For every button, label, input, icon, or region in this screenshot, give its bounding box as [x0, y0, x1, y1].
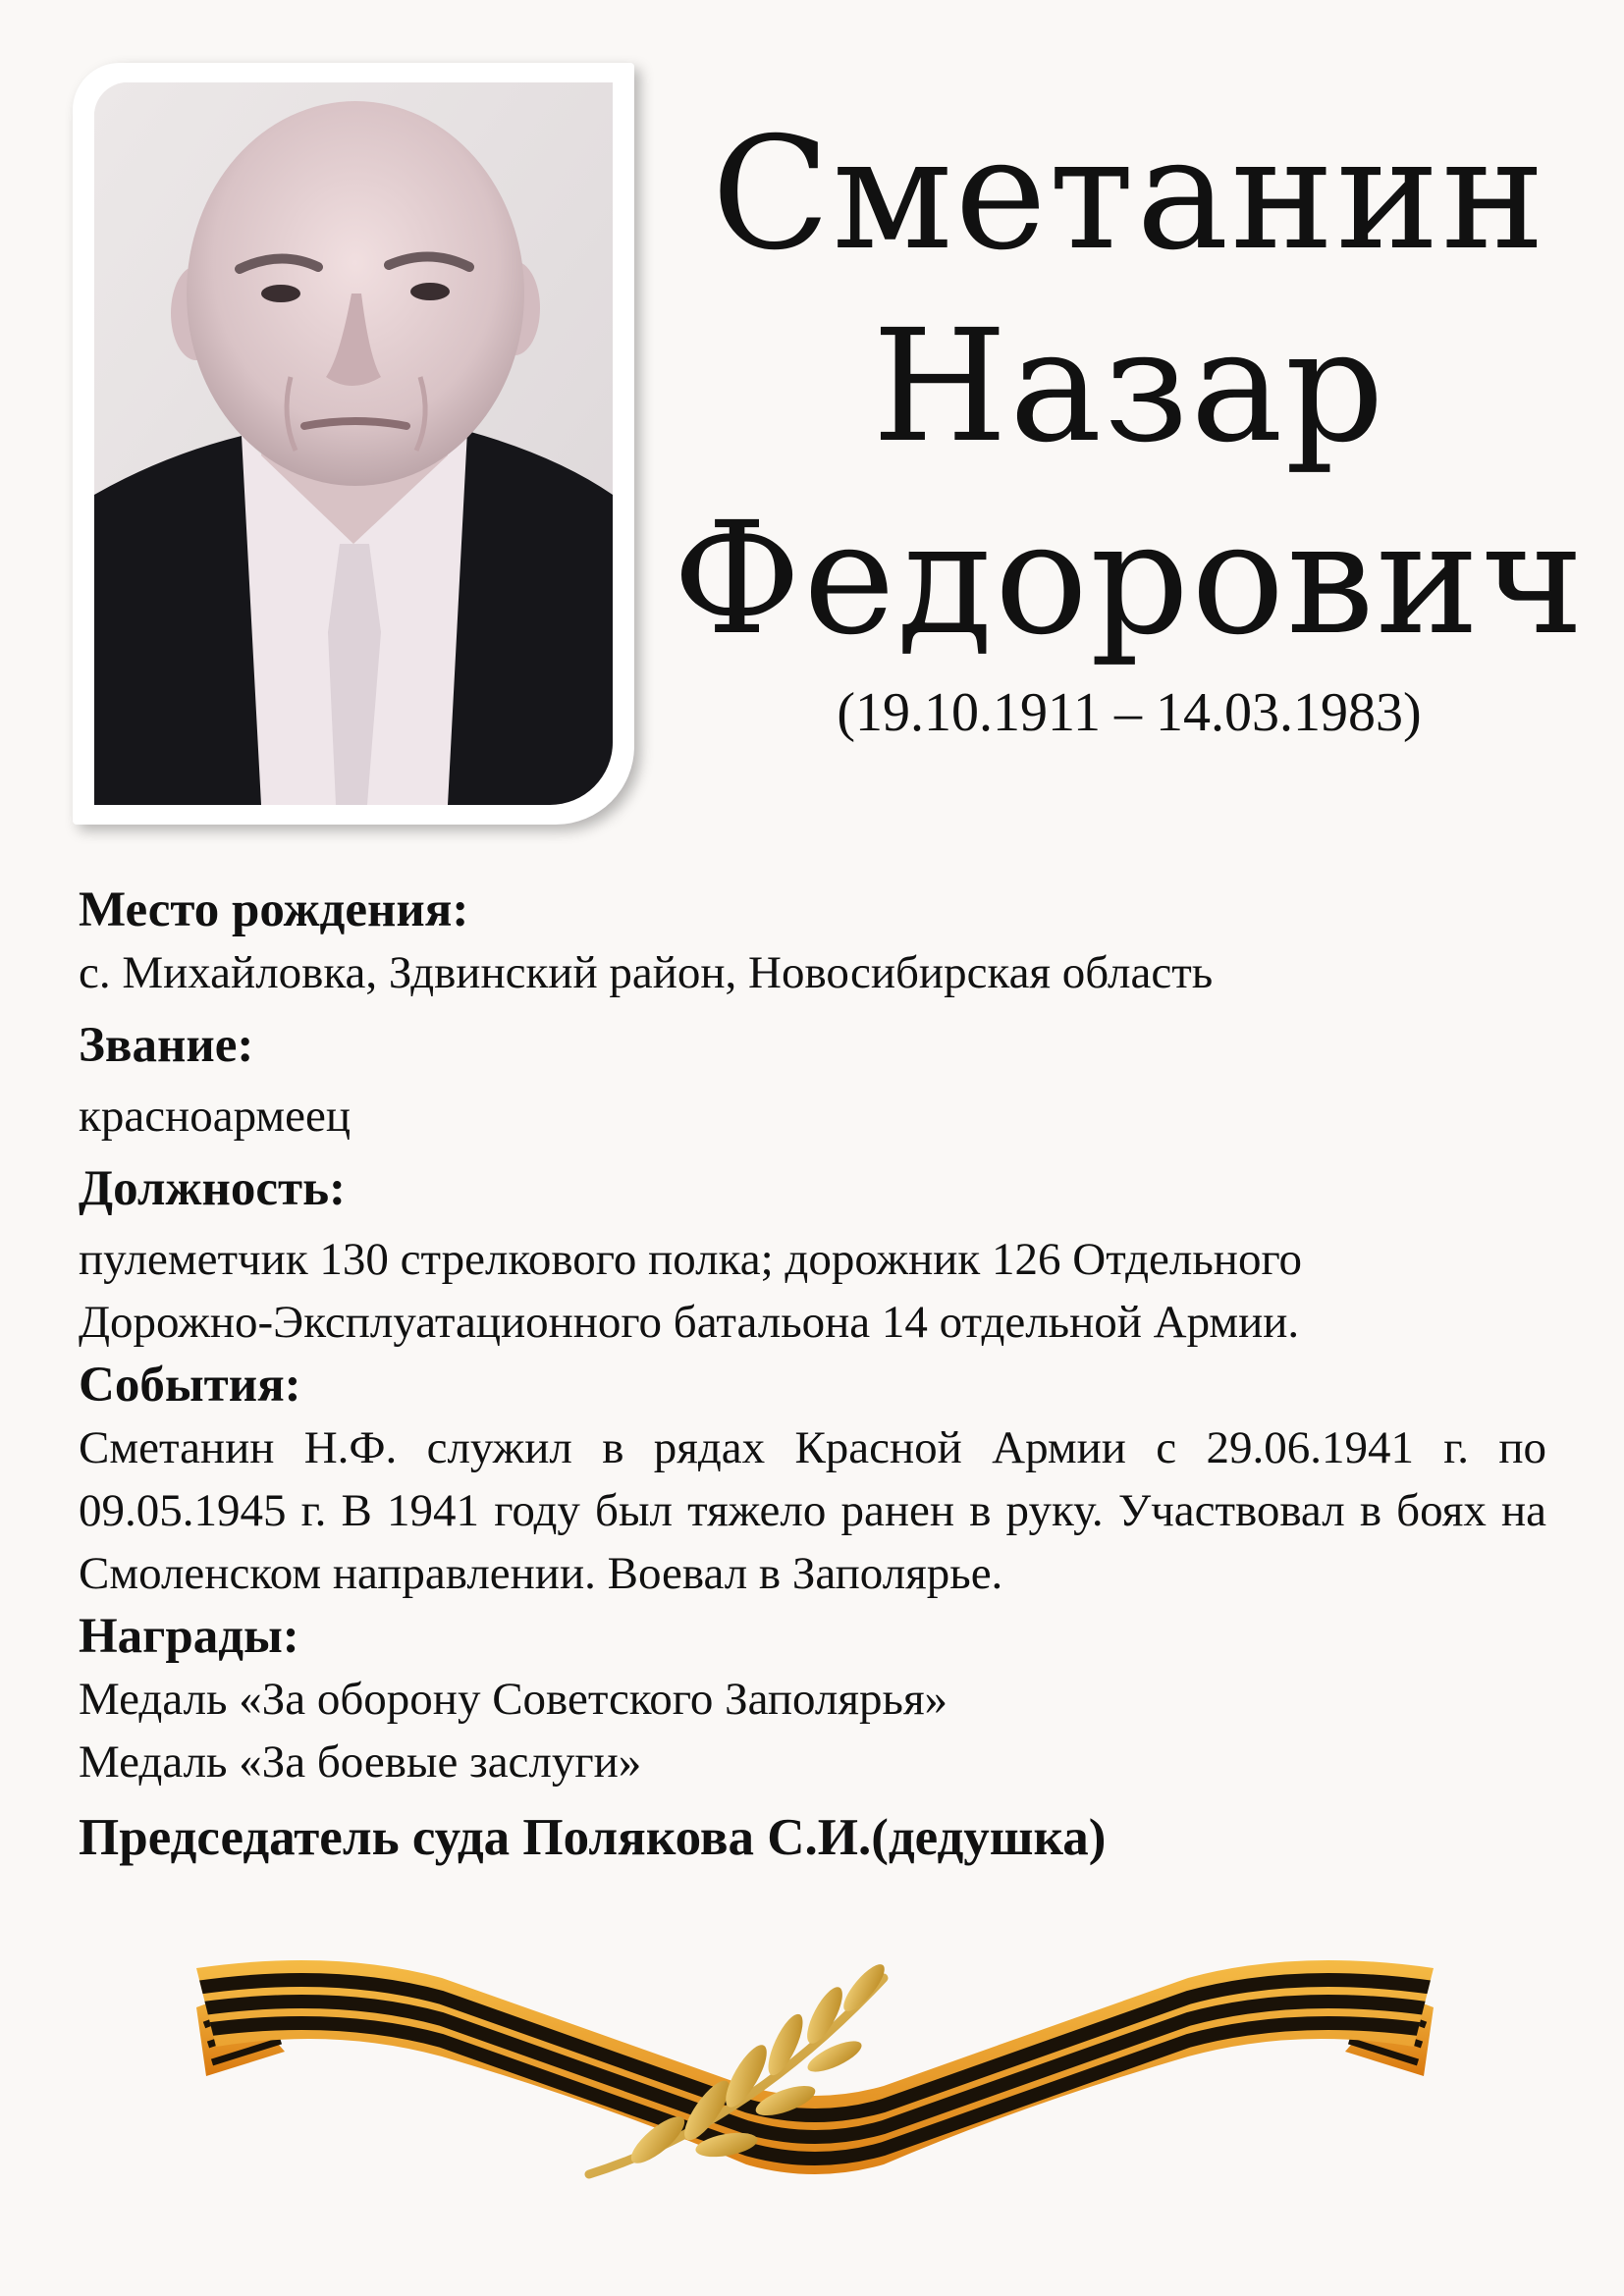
award-item: Медаль «За оборону Советского Заполярья»	[79, 1674, 948, 1725]
life-dates: (19.10.1911 – 14.03.1983)	[837, 682, 1422, 743]
given-name: Назар	[872, 296, 1386, 477]
submitted-by: Председатель суда Полякова С.И.(дедушка)	[79, 1809, 1107, 1866]
st-george-ribbon-icon	[196, 1939, 1434, 2204]
position-label: Должность:	[79, 1161, 347, 1216]
birthplace-label: Место рождения:	[79, 882, 469, 937]
patronymic: Федорович	[672, 489, 1587, 669]
rank-label: Звание:	[79, 1018, 254, 1073]
portrait-frame	[73, 63, 634, 825]
name-block	[638, 98, 1620, 744]
position-value-line-1: пулеметчик 130 стрелкового полка; дорожник 126 Отдельного	[79, 1234, 1303, 1285]
events-label: События:	[79, 1358, 301, 1413]
birthplace-value: с. Михайловка, Здвинский район, Новосибирская область	[79, 947, 1214, 998]
position-value-line-2: Дорожно-Эксплуатационного батальона 14 отдельной Армии.	[79, 1297, 1300, 1348]
portrait-photo	[94, 82, 613, 805]
surname: Сметанин	[711, 104, 1547, 285]
awards-label: Награды:	[79, 1609, 299, 1664]
biography	[79, 879, 1546, 1872]
events-value: Сметанин Н.Ф. служил в рядах Красной Армии с 29.06.1941 г. по 09.05.1945 г. В 1941 году был тяжело ранен в руку. Участвовал в боях на Смоленском направлении. Воевал в Заполярье.	[79, 1422, 1546, 1599]
award-item: Медаль «За боевые заслуги»	[79, 1736, 642, 1788]
rank-value: красноармеец	[79, 1091, 351, 1142]
